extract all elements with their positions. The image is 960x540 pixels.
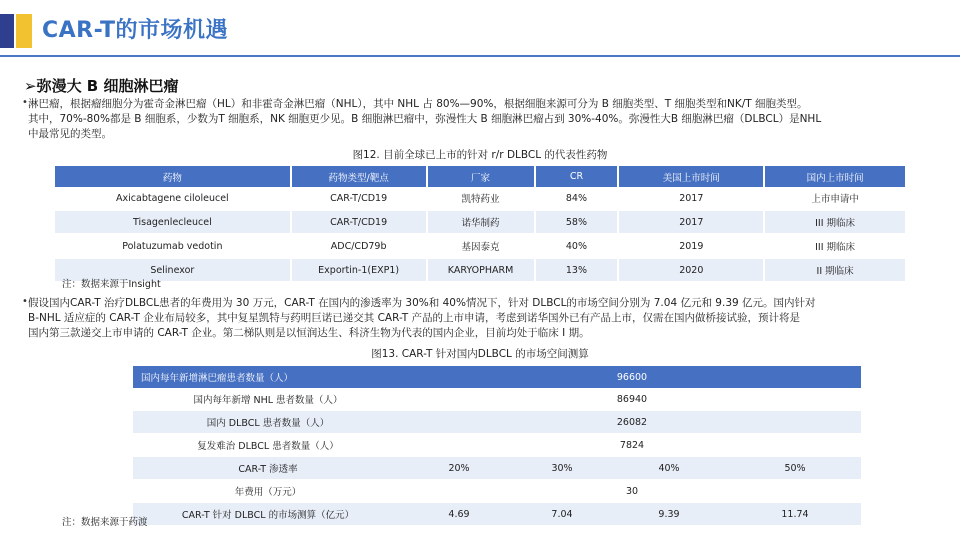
header-divider: [0, 55, 960, 57]
row-label: 国内 DLBCL 患者数量（人）: [133, 411, 403, 434]
column-header: 国内每年新增淋巴瘤患者数量（人）: [133, 366, 403, 388]
table-cell: Exportin-1(EXP1): [291, 258, 427, 282]
column-header: 药物: [55, 166, 291, 187]
table-cell: 86940: [403, 388, 861, 411]
table-cell: 26082: [403, 411, 861, 434]
paragraph-lymphoma: [28, 97, 938, 142]
table-cell: 30%: [515, 457, 609, 480]
table2-note: 注：数据来源于药渡: [62, 517, 148, 528]
table-row: [133, 411, 861, 434]
section-title: ➢弥漫大 B 细胞淋巴瘤: [24, 77, 179, 95]
table2-caption: 图13. CAR-T 针对国内DLBCL 的市场空间测算: [371, 348, 589, 360]
table-cell: 40%: [535, 234, 619, 258]
page-title: CAR-T的市场机遇: [42, 18, 229, 43]
paragraph-line: 假设国内CAR-T 治疗DLBCL患者的年费用为 30 万元，CAR-T 在国内的渗透率为 30%和 40%情况下，针对 DLBCL的市场空间分别为 7.04 亿元和 9.39 亿元。国内针对: [28, 297, 816, 309]
table-row: [133, 434, 861, 457]
table-cell: CAR-T/CD19: [291, 210, 427, 234]
table-cell: 诺华制药: [427, 210, 535, 234]
table-cell: 30: [403, 480, 861, 503]
table-cell: 凯特药业: [427, 187, 535, 210]
table-cell: 58%: [535, 210, 619, 234]
table-cell: 7824: [403, 434, 861, 457]
table-cell: 7.04: [515, 503, 609, 526]
table1-caption: 图12. 目前全球已上市的针对 r/r DLBCL 的代表性药物: [352, 149, 608, 161]
paragraph-line: B-NHL 适应症的 CAR-T 企业布局较多，其中复星凯特与药明巨诺已递交其 CAR-T 产品的上市申请，考虑到诺华国外已有产品上市，仅需在国内做桥接试验，预计将是: [28, 312, 801, 324]
table-cell: 11.74: [729, 503, 861, 526]
table-cell: 2020: [618, 258, 764, 282]
table-cell: 13%: [535, 258, 619, 282]
table-cell: 2017: [618, 210, 764, 234]
row-label: CAR-T 针对 DLBCL 的市场测算（亿元）: [133, 503, 403, 526]
column-header-value: 96600: [403, 366, 861, 388]
table-cell: III 期临床: [764, 210, 906, 234]
table-row: [55, 258, 906, 282]
table-cell: 20%: [403, 457, 515, 480]
table-cell: CAR-T/CD19: [291, 187, 427, 210]
table-cell: Axicabtagene ciloleucel: [55, 187, 291, 210]
table-header-row: [133, 366, 861, 388]
header-accent-dark: [0, 14, 14, 48]
table-row: [133, 457, 861, 480]
table-cell: II 期临床: [764, 258, 906, 282]
paragraph-line: 淋巴瘤，根据瘤细胞分为霍奇金淋巴瘤（HL）和非霍奇金淋巴瘤（NHL），其中 NHL 占 80%—90%，根据细胞来源可分为 B 细胞类型、T 细胞类型和NK/T 细胞类型。: [28, 98, 808, 110]
bullet-2: •: [22, 296, 28, 307]
table-row: [55, 234, 906, 258]
drugs-table: [55, 166, 907, 283]
table-cell: 50%: [729, 457, 861, 480]
paragraph-line: 国内第三款递交上市申请的 CAR-T 企业。第二梯队则是以恒润达生、科济生物为代表的国内企业，目前均处于临床 I 期。: [28, 327, 590, 339]
table-cell: ADC/CD79b: [291, 234, 427, 258]
bullet-1: •: [22, 97, 28, 108]
table-cell: III 期临床: [764, 234, 906, 258]
row-label: 复发难治 DLBCL 患者数量（人）: [133, 434, 403, 457]
column-header: 国内上市时间: [764, 166, 906, 187]
row-label: 年费用（万元）: [133, 480, 403, 503]
table-row: [55, 210, 906, 234]
page-header: [0, 0, 960, 62]
table-cell: 9.39: [609, 503, 729, 526]
column-header: 药物类型/靶点: [291, 166, 427, 187]
row-label: 国内每年新增 NHL 患者数量（人）: [133, 388, 403, 411]
table-row: [133, 503, 861, 526]
table-cell: 84%: [535, 187, 619, 210]
table-cell: 基因泰克: [427, 234, 535, 258]
paragraph-market: [28, 296, 938, 341]
table-cell: 上市申请中: [764, 187, 906, 210]
row-label: CAR-T 渗透率: [133, 457, 403, 480]
table-cell: 2017: [618, 187, 764, 210]
table-cell: Selinexor: [55, 258, 291, 282]
paragraph-line: 中最常见的类型。: [28, 128, 112, 140]
table-cell: 40%: [609, 457, 729, 480]
table-header-row: [55, 166, 906, 187]
table-row: [133, 388, 861, 411]
table-cell: 4.69: [403, 503, 515, 526]
market-table: [133, 366, 861, 526]
column-header: CR: [535, 166, 619, 187]
header-accent-yellow: [16, 14, 32, 48]
column-header: 美国上市时间: [618, 166, 764, 187]
table-cell: 2019: [618, 234, 764, 258]
table-cell: Polatuzumab vedotin: [55, 234, 291, 258]
paragraph-line: 其中，70%-80%都是 B 细胞系，少数为T 细胞系，NK 细胞更少见。B 细胞淋巴瘤中，弥漫性大 B 细胞淋巴瘤占到 30%-40%。弥漫性大B 细胞淋巴瘤（DLBCL）是NHL: [28, 113, 822, 125]
table-row: [133, 480, 861, 503]
column-header: 厂家: [427, 166, 535, 187]
table-cell: Tisagenlecleucel: [55, 210, 291, 234]
table-cell: KARYOPHARM: [427, 258, 535, 282]
table-row: [55, 187, 906, 210]
table1-note: 注：数据来源于Insight: [62, 279, 161, 290]
